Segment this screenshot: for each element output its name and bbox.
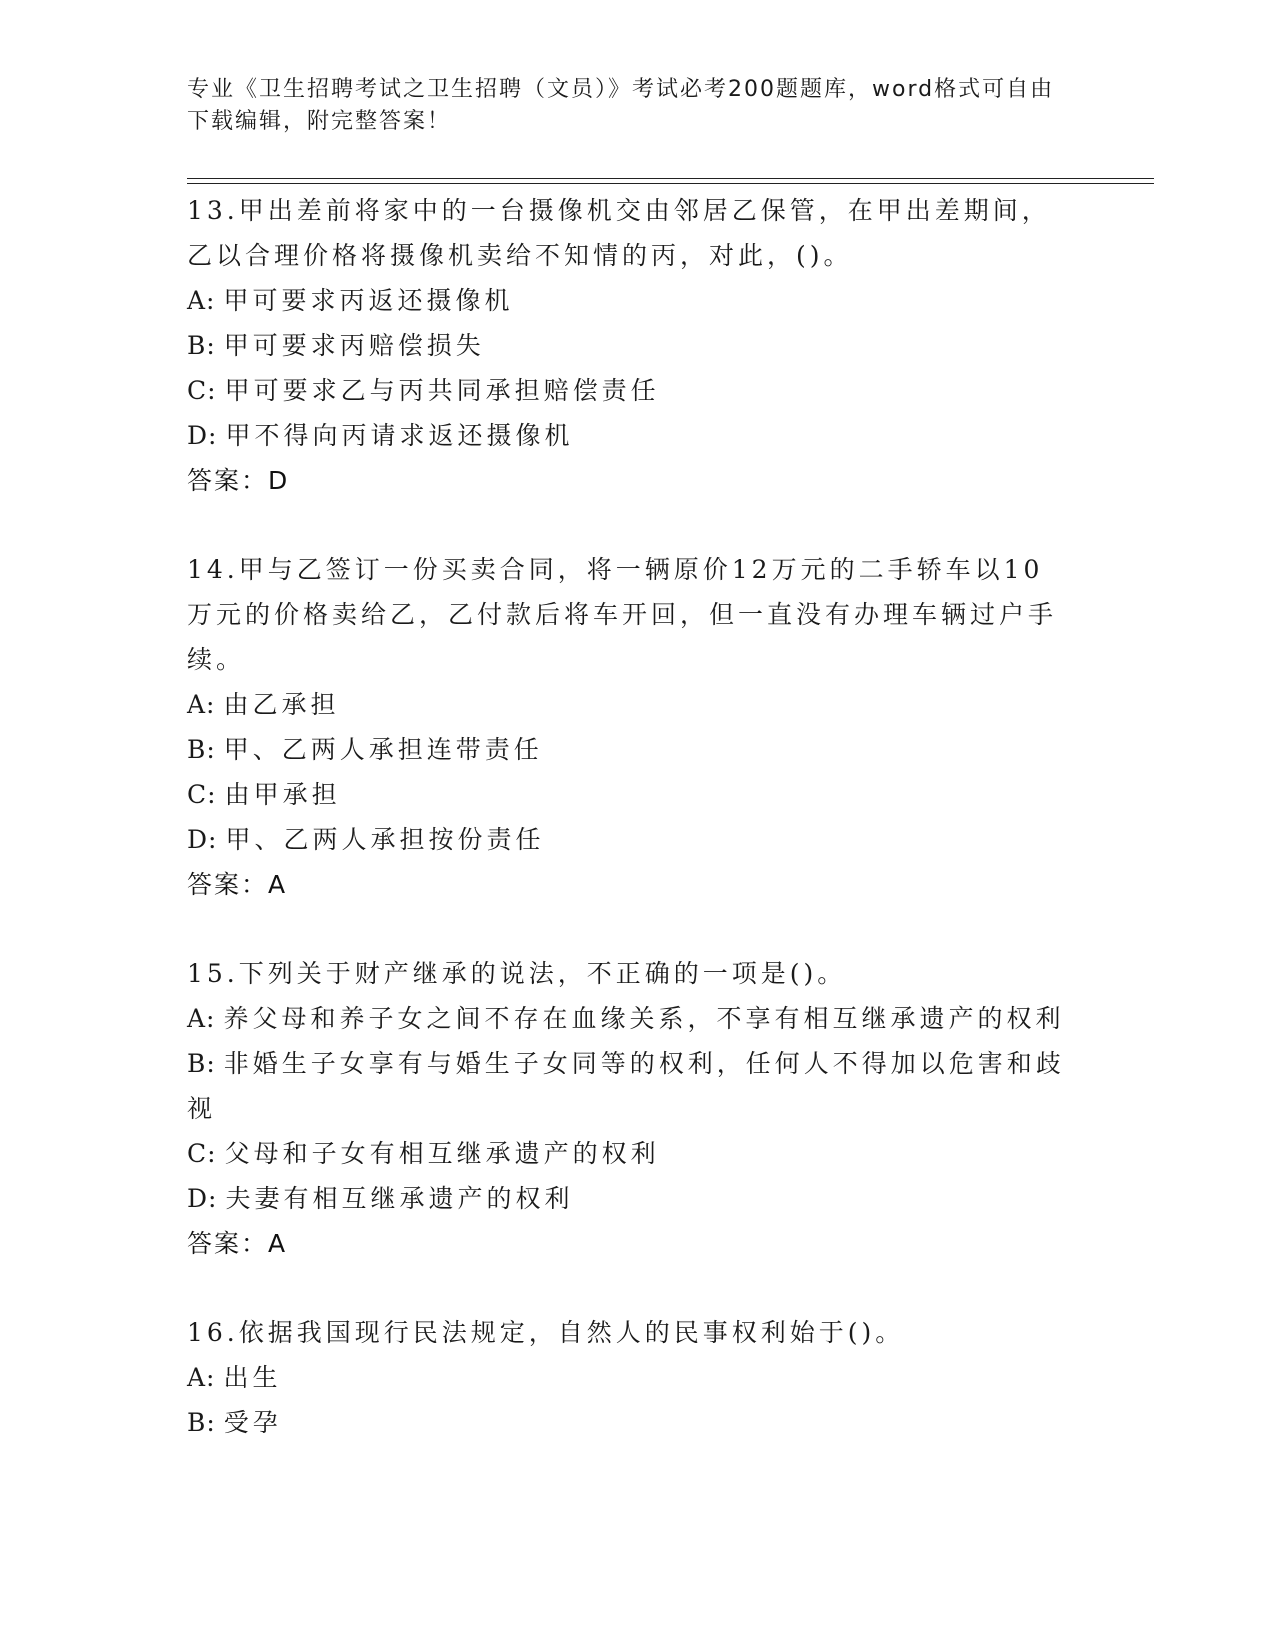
option-text: 受孕 <box>223 1408 282 1437</box>
option-text: 夫妻有相互继承遗产的权利 <box>225 1184 574 1213</box>
question-text: 下列关于财产继承的说法，不正确的一项是()。 <box>238 959 847 988</box>
question-stem <box>187 188 1067 278</box>
answer-line <box>187 1221 1067 1266</box>
option-d <box>187 1176 1067 1221</box>
answer-value: D <box>268 466 290 495</box>
option-a <box>187 1355 1067 1400</box>
option-text: 非婚生子女享有与婚生子女同等的权利，任何人不得加以危害和歧视 <box>187 1049 1065 1123</box>
question-13 <box>187 188 1067 503</box>
answer-label: 答案： <box>187 870 269 899</box>
answer-value: A <box>268 1229 288 1258</box>
option-c <box>187 368 1067 413</box>
option-text: 出生 <box>223 1363 282 1392</box>
option-text: 养父母和养子女之间不存在血缘关系，不享有相互继承遗产的权利 <box>223 1004 1065 1033</box>
option-d <box>187 413 1067 458</box>
answer-label: 答案： <box>187 1229 269 1258</box>
question-text: 依据我国现行民法规定，自然人的民事权利始于()。 <box>238 1318 905 1347</box>
question-14 <box>187 547 1067 907</box>
question-number: 16. <box>187 1318 239 1347</box>
option-key: A: <box>187 1363 216 1392</box>
option-text: 甲、乙两人承担按份责任 <box>225 825 545 854</box>
option-text: 由乙承担 <box>223 690 340 719</box>
question-15 <box>187 951 1067 1266</box>
question-text: 甲与乙签订一份买卖合同，将一辆原价12万元的二手轿车以10万元的价格卖给乙，乙付款后将车开回，但一直没有办理车辆过户手续。 <box>187 555 1058 674</box>
question-stem <box>187 951 1067 996</box>
option-text: 由甲承担 <box>224 780 341 809</box>
question-number: 15. <box>187 959 239 988</box>
option-d <box>187 817 1067 862</box>
document-header: 专业《卫生招聘考试之卫生招聘（文员）》考试必考200题题库，word格式可自由下载编辑，附完整答案！ <box>187 77 1055 134</box>
option-a <box>187 278 1067 323</box>
option-b <box>187 323 1067 368</box>
option-text: 甲可要求丙赔偿损失 <box>223 331 485 360</box>
question-stem <box>187 1310 1067 1355</box>
header-divider-bottom <box>187 183 1154 184</box>
option-key: A: <box>187 1004 216 1033</box>
option-a <box>187 996 1067 1041</box>
option-text: 甲不得向丙请求返还摄像机 <box>225 421 574 450</box>
option-text: 甲、乙两人承担连带责任 <box>223 735 543 764</box>
option-c <box>187 772 1067 817</box>
question-number: 14. <box>187 555 239 584</box>
option-c <box>187 1131 1067 1176</box>
option-a <box>187 682 1067 727</box>
answer-value: A <box>268 870 288 899</box>
option-key: C: <box>187 1139 217 1168</box>
option-key: B: <box>187 1049 216 1078</box>
option-text: 甲可要求乙与丙共同承担赔偿责任 <box>224 376 660 405</box>
option-b <box>187 1400 1067 1445</box>
answer-line <box>187 458 1067 503</box>
option-key: D: <box>187 421 218 450</box>
option-key: B: <box>187 735 216 764</box>
question-stem <box>187 547 1067 682</box>
option-key: D: <box>187 825 218 854</box>
question-text: 甲出差前将家中的一台摄像机交由邻居乙保管，在甲出差期间，乙以合理价格将摄像机卖给不知情的丙，对此，()。 <box>187 196 1051 270</box>
option-key: D: <box>187 1184 218 1213</box>
option-text: 父母和子女有相互继承遗产的权利 <box>224 1139 660 1168</box>
option-key: C: <box>187 780 217 809</box>
option-b <box>187 727 1067 772</box>
option-key: C: <box>187 376 217 405</box>
option-key: B: <box>187 331 216 360</box>
option-text: 甲可要求丙返还摄像机 <box>223 286 514 315</box>
option-key: B: <box>187 1408 216 1437</box>
question-list <box>187 188 1067 1489</box>
question-number: 13. <box>187 196 239 225</box>
option-b <box>187 1041 1067 1131</box>
answer-label: 答案： <box>187 466 269 495</box>
option-key: A: <box>187 286 216 315</box>
option-key: A: <box>187 690 216 719</box>
header-divider-top <box>187 178 1154 179</box>
answer-line <box>187 862 1067 907</box>
question-16 <box>187 1310 1067 1445</box>
